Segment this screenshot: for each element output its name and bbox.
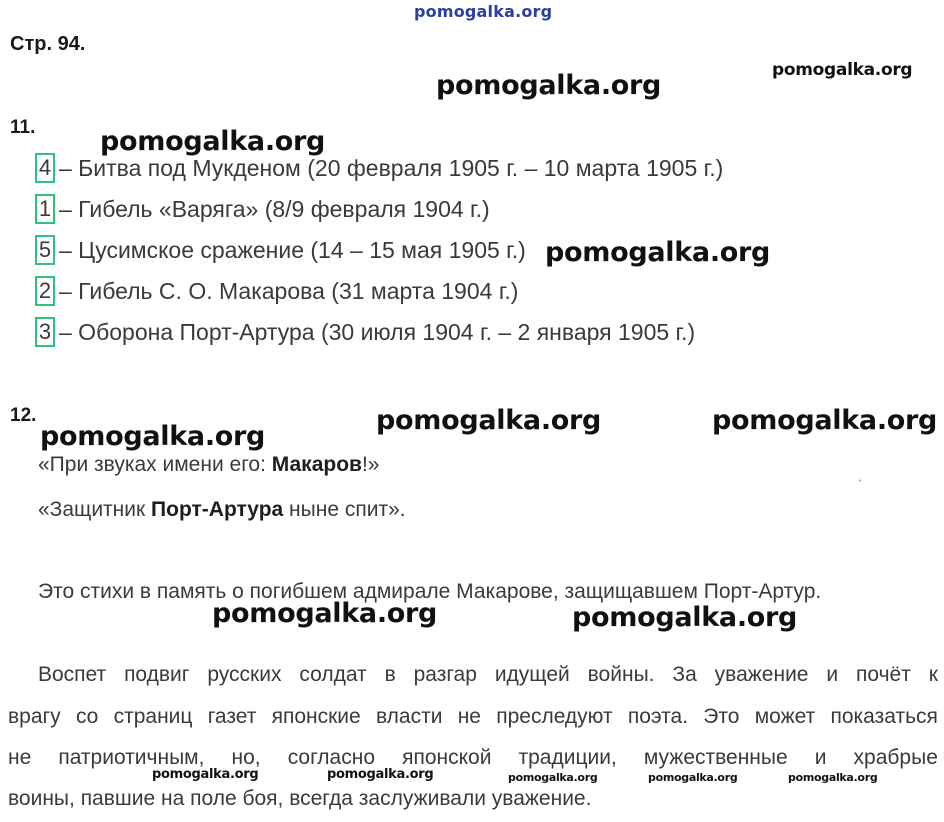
paragraph-word: подвиг (124, 663, 190, 686)
explanation-sentence: Это стихи в память о погибшем адмирале Макарове, защищавшем Порт-Артур. (38, 580, 822, 603)
paragraph-word: показаться (830, 705, 938, 728)
page-title: Стр. 94. (10, 33, 86, 55)
event-text: – Гибель С. О. Макарова (31 марта 1904 г.) (59, 277, 519, 304)
watermark: pomogalka.org (572, 602, 798, 633)
paragraph-word: разгар (413, 663, 477, 686)
paragraph-word: уважение (714, 663, 809, 686)
paragraph-word: согласно (287, 746, 376, 769)
watermark: pomogalka.org (40, 421, 266, 452)
paragraph-word: преследуют (496, 705, 613, 728)
paragraph-word: идущей (494, 663, 570, 686)
paragraph-word: врагу (8, 705, 61, 728)
watermark: pomogalka.org (152, 767, 259, 782)
paragraph-word: русских (207, 663, 282, 686)
paragraph-word: японские (271, 705, 361, 728)
event-row (35, 193, 490, 225)
order-box: 2 (35, 276, 55, 306)
paragraph-word: газет (207, 705, 257, 728)
order-box: 3 (35, 317, 55, 347)
paragraph-word: воины, павшие на поле боя, всегда заслуживали уважение. (8, 787, 592, 810)
task-11-number: 11. (10, 117, 36, 138)
paragraph-word: в (384, 663, 396, 686)
order-box: 1 (35, 194, 55, 224)
quote-line: «При звуках имени его: Макаров!» (38, 453, 380, 476)
order-box: 5 (35, 235, 55, 265)
paragraph-line (8, 787, 938, 811)
paragraph-word: власти (375, 705, 443, 728)
watermark: pomogalka.org (212, 598, 438, 629)
order-box: 4 (35, 153, 55, 183)
paragraph-word: патриотичным, (58, 746, 205, 769)
paragraph-word: может (754, 705, 816, 728)
event-text: – Битва под Мукденом (20 февраля 1905 г. – 10 марта 1905 г.) (59, 154, 724, 181)
watermark: pomogalka.org (436, 70, 662, 101)
paragraph-word: храбрые (853, 746, 938, 769)
watermark: pomogalka.org (327, 767, 434, 782)
watermark: pomogalka.org (545, 237, 771, 268)
paragraph-word: но, (231, 746, 261, 769)
paragraph-word: Воспет (38, 663, 107, 686)
paragraph-word: не (457, 705, 481, 728)
watermark: pomogalka.org (376, 405, 602, 436)
event-row (35, 234, 526, 266)
paragraph-word: традиции, (518, 746, 617, 769)
tick-mark: ˏ (858, 468, 862, 482)
watermark: pomogalka.org (712, 405, 938, 436)
paragraph-word: к (928, 663, 938, 686)
watermark: pomogalka.org (508, 771, 598, 784)
paragraph-word: не (8, 746, 32, 769)
event-row (35, 152, 723, 184)
watermark: pomogalka.org (772, 60, 913, 80)
paragraph-line (8, 705, 938, 729)
quote-line: «Защитник Порт-Артура ныне спит». (38, 498, 406, 521)
paragraph-line (8, 746, 938, 770)
paragraph-word: и (826, 663, 839, 686)
watermark-top: pomogalka.org (414, 2, 553, 21)
paragraph-word: войны. (587, 663, 655, 686)
paragraph-word: со (75, 705, 99, 728)
event-text: – Цусимское сражение (14 – 15 мая 1905 г.) (59, 236, 526, 263)
paragraph-word: За (672, 663, 697, 686)
event-text: – Оборона Порт-Артура (30 июля 1904 г. – 2 января 1905 г.) (59, 318, 696, 345)
paragraph-word: страниц (113, 705, 193, 728)
task-12-number: 12. (10, 405, 37, 426)
paragraph-word: Это (703, 705, 740, 728)
paragraph-word: почёт (856, 663, 911, 686)
event-text: – Гибель «Варяга» (8/9 февраля 1904 г.) (59, 195, 490, 222)
watermark: pomogalka.org (648, 771, 738, 784)
paragraph-word: и (814, 746, 827, 769)
paragraph-word: поэта. (627, 705, 689, 728)
paragraph-word: солдат (299, 663, 367, 686)
watermark: pomogalka.org (788, 771, 878, 784)
event-row (35, 275, 518, 307)
watermark: pomogalka.org (100, 126, 326, 157)
paragraph-line (8, 663, 938, 687)
paragraph-word: мужественные (643, 746, 788, 769)
paragraph-word: японской (402, 746, 492, 769)
event-row (35, 316, 695, 348)
